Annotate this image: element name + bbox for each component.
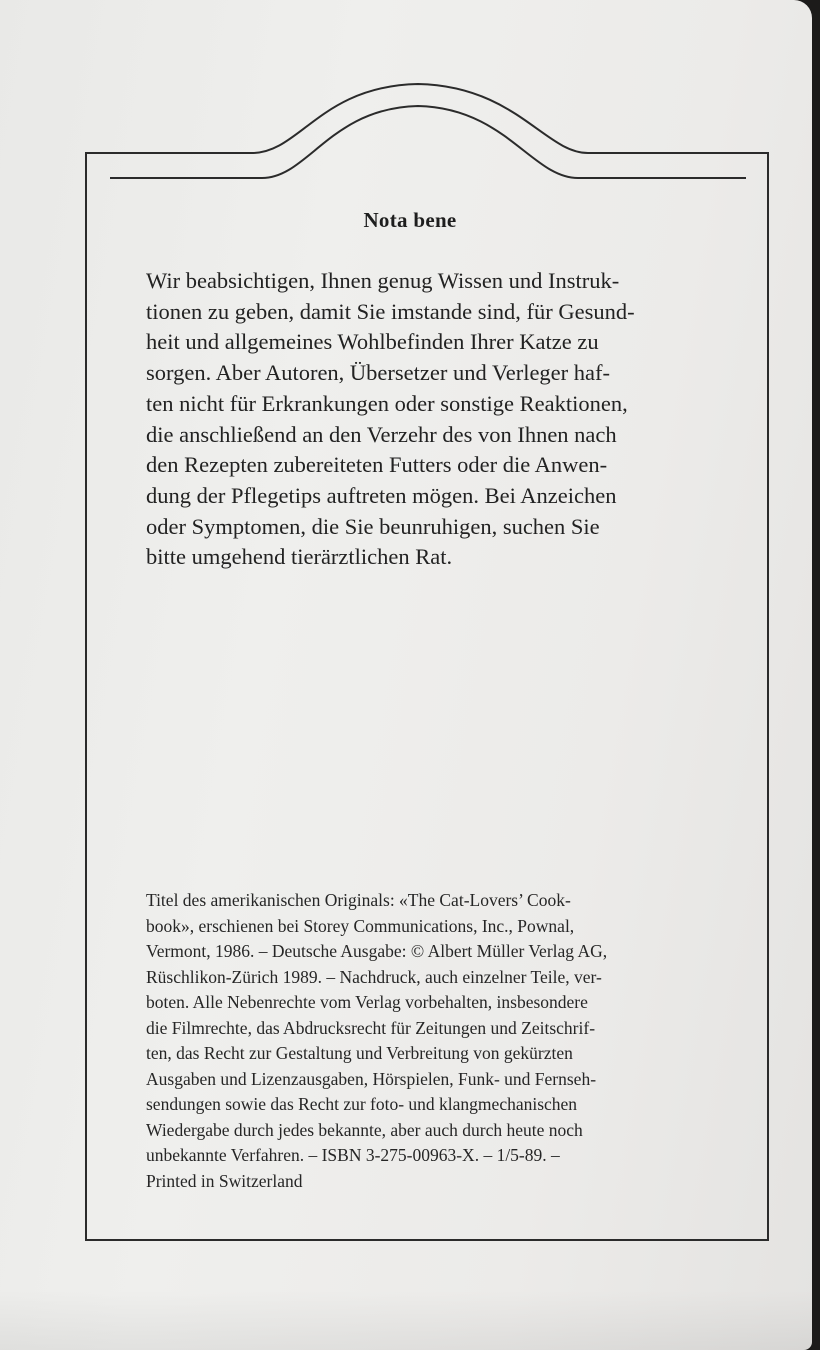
imprint-line: Titel des amerikanischen Originals: «The Cat-Lovers’ Cook- xyxy=(146,890,571,910)
disclaimer-line: tionen zu geben, damit Sie imstande sind, für Gesund- xyxy=(146,298,635,324)
disclaimer-line: dung der Pflegetips auftreten mögen. Bei Anzeichen xyxy=(146,482,617,508)
disclaimer-line: den Rezepten zubereiteten Futters oder die Anwen- xyxy=(146,452,608,478)
disclaimer-line: sorgen. Aber Autoren, Übersetzer und Verleger haf- xyxy=(146,360,611,386)
imprint-paragraph xyxy=(146,888,706,1194)
disclaimer-line: die anschließend an den Verzehr des von Ihnen nach xyxy=(146,421,617,447)
disclaimer-paragraph xyxy=(146,266,736,573)
disclaimer-line: oder Symptomen, die Sie beunruhigen, suchen Sie xyxy=(146,513,600,539)
frame-inner-arch xyxy=(110,106,746,178)
page-heading: Nota bene xyxy=(363,208,457,232)
imprint-line: Ausgaben und Lizenzausgaben, Hörspielen, Funk- und Fernseh- xyxy=(146,1068,597,1089)
imprint-line: book», erschienen bei Storey Communications, Inc., Pownal, xyxy=(146,915,575,936)
imprint-line: Rüschlikon-Zürich 1989. – Nachdruck, auch einzelner Teile, ver- xyxy=(146,966,602,987)
imprint-line: boten. Alle Nebenrechte vom Verlag vorbehalten, insbesondere xyxy=(146,992,588,1012)
imprint-line: Printed in Switzerland xyxy=(146,1170,303,1191)
imprint-line: Wiedergabe durch jedes bekannte, aber auch durch heute noch xyxy=(146,1119,583,1140)
disclaimer-line: Wir beabsichtigen, Ihnen genug Wissen und Instruk- xyxy=(146,268,620,293)
disclaimer-line: ten nicht für Erkrankungen oder sonstige Reaktionen, xyxy=(146,390,628,416)
imprint-line: die Filmrechte, das Abdrucksrecht für Zeitungen und Zeitschrif- xyxy=(146,1017,596,1038)
imprint-line: Vermont, 1986. – Deutsche Ausgabe: © Albert Müller Verlag AG, xyxy=(146,941,608,961)
imprint-line: unbekannte Verfahren. – ISBN 3-275-00963-X. – 1/5-89. – xyxy=(146,1145,560,1165)
imprint-line: sendungen sowie das Recht zur foto- und klangmechanischen xyxy=(146,1094,578,1114)
imprint-line: ten, das Recht zur Gestaltung und Verbreitung von gekürzten xyxy=(146,1043,573,1063)
disclaimer-line: bitte umgehend tierärztlichen Rat. xyxy=(146,544,453,570)
disclaimer-line: heit und allgemeines Wohlbefinden Ihrer Katze zu xyxy=(146,329,599,355)
